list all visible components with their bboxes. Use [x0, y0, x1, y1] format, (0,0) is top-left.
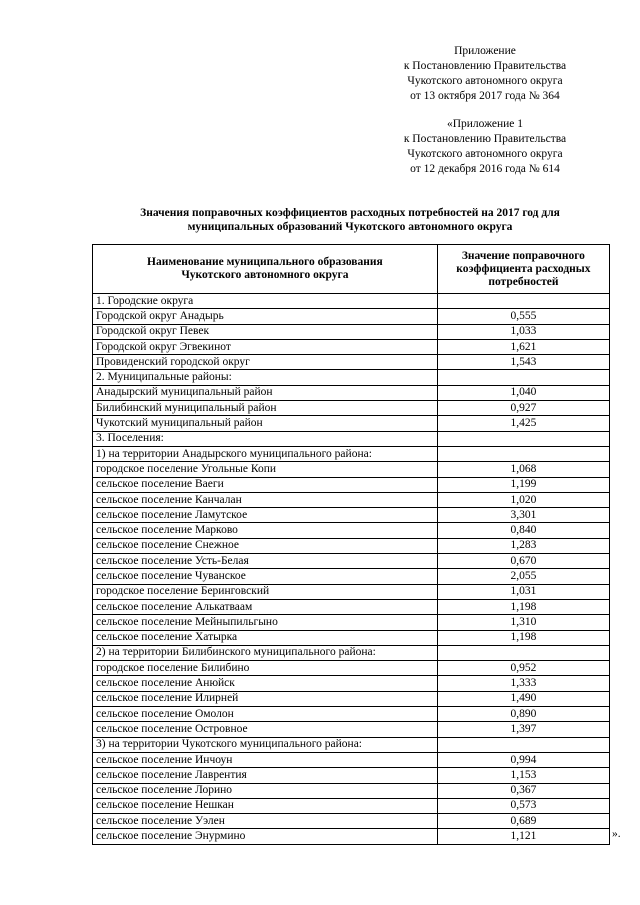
table-row — [93, 339, 610, 354]
row-name-cell: сельское поселение Уэлен — [93, 814, 438, 829]
table-row — [93, 630, 610, 645]
row-name-cell: сельское поселение Анюйск — [93, 676, 438, 691]
row-value-cell: 1,068 — [437, 462, 609, 477]
row-value-cell: 1,199 — [437, 477, 609, 492]
table-row — [93, 523, 610, 538]
table-row — [93, 508, 610, 523]
row-name-cell: сельское поселение Нешкан — [93, 798, 438, 813]
row-name-cell: 1) на территории Анадырского муниципального района: — [93, 446, 438, 461]
coefficients-table — [92, 244, 610, 845]
row-value-cell: 2,055 — [437, 569, 609, 584]
appendix-header — [360, 44, 610, 104]
table-row — [93, 355, 610, 370]
row-name-cell: сельское поселение Усть-Белая — [93, 554, 438, 569]
row-value-cell: 0,952 — [437, 661, 609, 676]
table-row — [93, 492, 610, 507]
table-row — [93, 752, 610, 767]
table-row — [93, 477, 610, 492]
row-name-cell: сельское поселение Хатырка — [93, 630, 438, 645]
row-value-cell: 0,555 — [437, 309, 609, 324]
row-name-cell: 1. Городские округа — [93, 294, 438, 309]
table-row — [93, 431, 610, 446]
row-value-cell: 1,198 — [437, 599, 609, 614]
table-row — [93, 309, 610, 324]
table-row — [93, 615, 610, 630]
table-row — [93, 538, 610, 553]
row-value-cell: 1,153 — [437, 768, 609, 783]
row-value-cell: 0,367 — [437, 783, 609, 798]
row-value-cell: 1,621 — [437, 339, 609, 354]
appendix-header-line: к Постановлению Правительства — [403, 60, 567, 72]
row-value-cell: 1,198 — [437, 630, 609, 645]
row-name-cell: сельское поселение Канчалан — [93, 492, 438, 507]
document-title-line: Значения поправочных коэффициентов расходных потребностей на 2017 год для — [140, 207, 560, 219]
table-row — [93, 768, 610, 783]
row-name-cell: сельское поселение Омолон — [93, 707, 438, 722]
row-value-cell: 1,020 — [437, 492, 609, 507]
row-name-cell: 2. Муниципальные районы: — [93, 370, 438, 385]
table-row — [93, 783, 610, 798]
appendix-1-header-line: от 12 декабря 2016 года № 614 — [410, 163, 560, 175]
row-name-cell: сельское поселение Ламутское — [93, 508, 438, 523]
table-row — [93, 324, 610, 339]
row-name-cell: Билибинский муниципальный район — [93, 401, 438, 416]
row-name-cell: сельское поселение Островное — [93, 722, 438, 737]
appendix-header-line: Приложение — [454, 45, 516, 57]
row-name-cell: городское поселение Угольные Копи — [93, 462, 438, 477]
row-name-cell: Городской округ Певек — [93, 324, 438, 339]
appendix-1-header-line: «Приложение 1 — [446, 118, 524, 130]
row-name-cell: сельское поселение Снежное — [93, 538, 438, 553]
column-header-value-line: потребностей — [488, 275, 559, 288]
row-name-cell: Городской округ Эгвекинот — [93, 339, 438, 354]
table-row — [93, 446, 610, 461]
row-name-cell: сельское поселение Лорино — [93, 783, 438, 798]
row-value-cell: 0,994 — [437, 752, 609, 767]
row-name-cell: сельское поселение Лаврентия — [93, 768, 438, 783]
table-row — [93, 599, 610, 614]
table-row — [93, 722, 610, 737]
row-name-cell: Городской округ Анадырь — [93, 309, 438, 324]
table-row — [93, 645, 610, 660]
row-name-cell: сельское поселение Алькатваам — [93, 599, 438, 614]
row-value-cell: 0,573 — [437, 798, 609, 813]
row-name-cell: Чукотский муниципальный район — [93, 416, 438, 431]
row-value-cell: 1,310 — [437, 615, 609, 630]
row-value-cell: 1,490 — [437, 691, 609, 706]
row-value-cell: 0,840 — [437, 523, 609, 538]
row-name-cell: 3. Поселения: — [93, 431, 438, 446]
row-value-cell: 1,425 — [437, 416, 609, 431]
row-value-cell: 1,031 — [437, 584, 609, 599]
row-value-cell — [437, 446, 609, 461]
appendix-1-header-line: к Постановлению Правительства — [403, 133, 567, 145]
table-row — [93, 829, 610, 844]
row-value-cell: 3,301 — [437, 508, 609, 523]
table-row — [93, 661, 610, 676]
row-value-cell — [437, 431, 609, 446]
row-name-cell: городское поселение Билибино — [93, 661, 438, 676]
document-title — [90, 206, 610, 234]
table-row — [93, 385, 610, 400]
row-value-cell: 0,890 — [437, 707, 609, 722]
row-name-cell: сельское поселение Инчоун — [93, 752, 438, 767]
row-value-cell — [437, 737, 609, 752]
row-name-cell: сельское поселение Мейныпильгыно — [93, 615, 438, 630]
table-row — [93, 691, 610, 706]
row-name-cell: сельское поселение Энурмино — [93, 829, 438, 844]
table-row — [93, 554, 610, 569]
row-value-cell: 0,689 — [437, 814, 609, 829]
table-body — [93, 294, 610, 845]
row-name-cell: сельское поселение Ваеги — [93, 477, 438, 492]
table-row — [93, 294, 610, 309]
table-header-row — [93, 245, 610, 294]
row-name-cell: 3) на территории Чукотского муниципального района: — [93, 737, 438, 752]
closing-quote-mark: ». — [612, 828, 621, 840]
row-value-cell: 1,040 — [437, 385, 609, 400]
row-value-cell: 0,670 — [437, 554, 609, 569]
row-value-cell: 1,283 — [437, 538, 609, 553]
column-header-name-line: Чукотского автономного округа — [181, 269, 349, 281]
column-header-value-line: Значение поправочного — [461, 249, 585, 262]
row-value-cell: 1,543 — [437, 355, 609, 370]
row-value-cell — [437, 645, 609, 660]
row-name-cell: Провиденский городской округ — [93, 355, 438, 370]
table-row — [93, 370, 610, 385]
row-value-cell: 1,033 — [437, 324, 609, 339]
row-name-cell: 2) на территории Билибинского муниципального района: — [93, 645, 438, 660]
appendix-header-line: Чукотского автономного округа — [407, 75, 563, 87]
table-row — [93, 416, 610, 431]
appendix-1-header — [360, 117, 610, 177]
row-value-cell: 0,927 — [437, 401, 609, 416]
table-row — [93, 798, 610, 813]
row-value-cell: 1,333 — [437, 676, 609, 691]
row-value-cell — [437, 370, 609, 385]
table-row — [93, 676, 610, 691]
row-name-cell: сельское поселение Чуванское — [93, 569, 438, 584]
column-header-value — [437, 245, 609, 294]
row-name-cell: Анадырский муниципальный район — [93, 385, 438, 400]
table-row — [93, 462, 610, 477]
row-name-cell: сельское поселение Марково — [93, 523, 438, 538]
row-value-cell — [437, 294, 609, 309]
table-row — [93, 707, 610, 722]
column-header-value-line: коэффициента расходных — [456, 262, 591, 275]
table-row — [93, 569, 610, 584]
table-row — [93, 401, 610, 416]
column-header-name — [93, 245, 438, 294]
appendix-1-header-line: Чукотского автономного округа — [407, 148, 563, 160]
table-row — [93, 584, 610, 599]
document-title-line: муниципальных образований Чукотского автономного округа — [187, 221, 513, 233]
column-header-name-line: Наименование муниципального образования — [147, 256, 383, 268]
row-value-cell: 1,397 — [437, 722, 609, 737]
row-value-cell: 1,121 — [437, 829, 609, 844]
appendix-header-line: от 13 октября 2017 года № 364 — [410, 90, 560, 102]
table-row — [93, 737, 610, 752]
row-name-cell: городское поселение Беринговский — [93, 584, 438, 599]
table-row — [93, 814, 610, 829]
row-name-cell: сельское поселение Илирней — [93, 691, 438, 706]
